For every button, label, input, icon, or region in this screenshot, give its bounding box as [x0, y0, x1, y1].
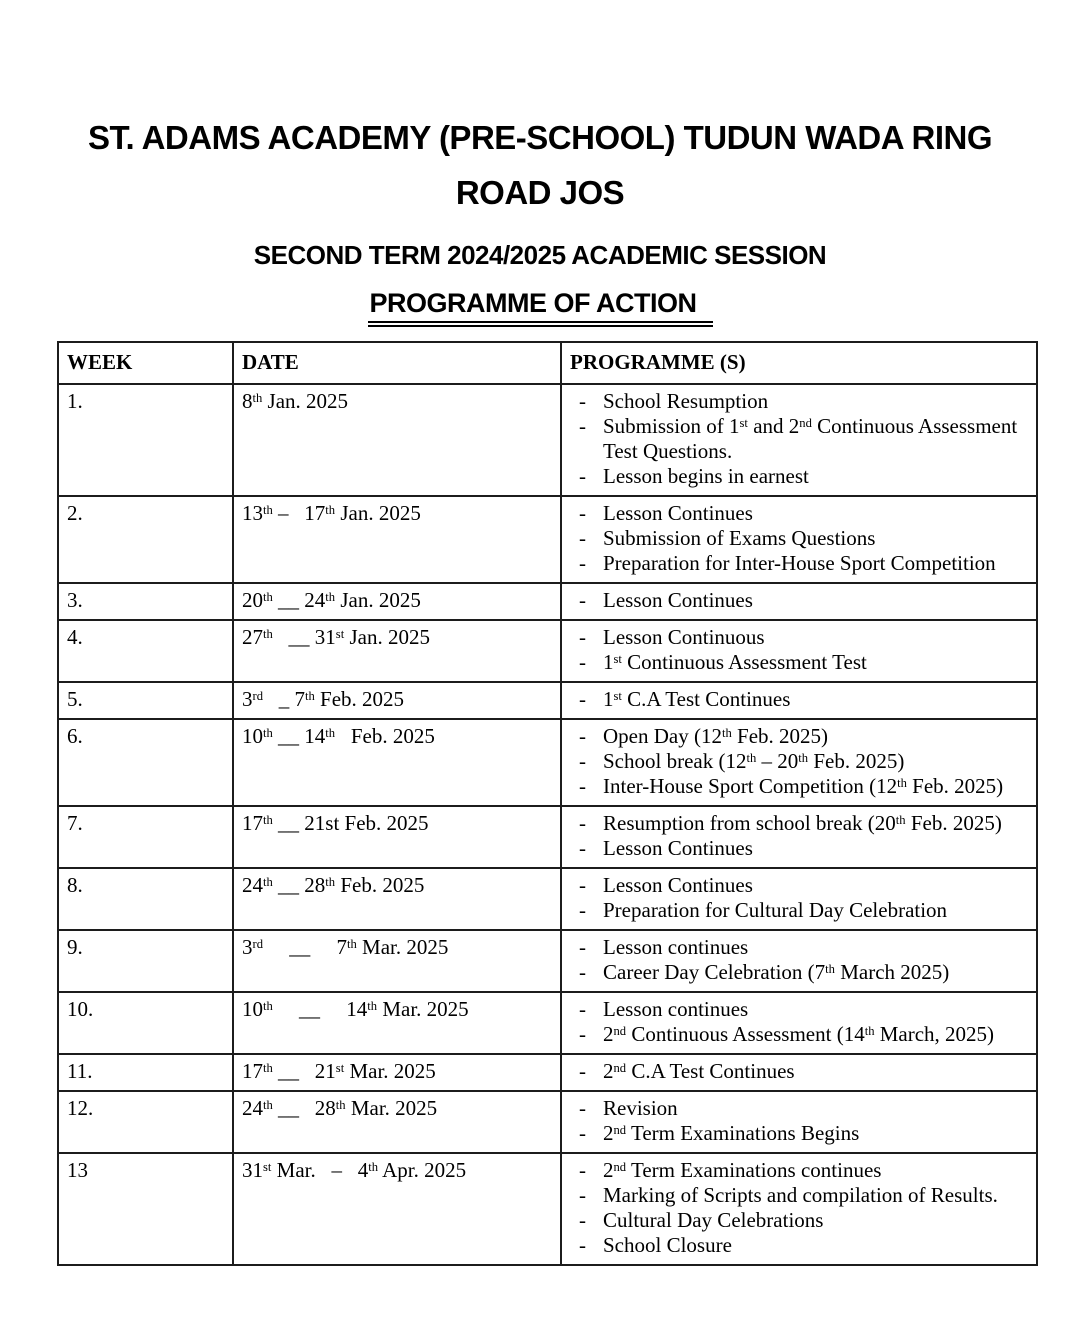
bullet-dash: -	[579, 935, 586, 959]
bullet-dash: -	[579, 811, 586, 835]
programme-text: 2nd Continuous Assessment (14th March, 2025)	[603, 1022, 995, 1046]
date-cell: 27th __ 31st Jan. 2025	[233, 620, 561, 682]
bullet-dash: -	[579, 625, 586, 649]
table-row	[58, 620, 1037, 682]
date-cell: 10th __ 14th Mar. 2025	[233, 992, 561, 1054]
programme-cell	[561, 682, 1037, 719]
programme-text: Lesson Continuous	[603, 625, 765, 649]
ordinal-suffix: th	[335, 1097, 346, 1112]
programme-cell	[561, 868, 1037, 930]
programme-cell	[561, 806, 1037, 868]
ordinal-suffix: th	[825, 961, 835, 976]
programme-cell	[561, 384, 1037, 496]
programme-text: School Closure	[603, 1233, 732, 1257]
ordinal-suffix: st	[263, 1159, 272, 1174]
ordinal-suffix: th	[798, 750, 809, 765]
programme-text: Submission of Exams Questions	[603, 526, 876, 550]
ordinal-suffix: st	[335, 1060, 345, 1075]
programme-item	[562, 997, 1032, 1022]
week-cell: 13	[58, 1153, 233, 1265]
programme-cell	[561, 992, 1037, 1054]
programme-cell	[561, 1153, 1037, 1265]
school-title-line2: ROAD JOS	[455, 174, 625, 211]
ordinal-suffix: th	[263, 874, 273, 889]
term-subtitle: SECOND TERM 2024/2025 ACADEMIC SESSION	[253, 240, 827, 270]
programme-text: Lesson Continues	[603, 873, 753, 897]
ordinal-suffix: nd	[613, 1159, 627, 1174]
programme-item	[562, 551, 1032, 576]
ordinal-suffix: th	[864, 1023, 875, 1038]
programme-text: 1st Continuous Assessment Test	[603, 650, 867, 674]
programme-text: Lesson begins in earnest	[603, 464, 809, 488]
bullet-dash: -	[579, 1022, 586, 1046]
bullet-dash: -	[579, 389, 586, 413]
week-cell: 1.	[58, 384, 233, 496]
programme-text: Career Day Celebration (7th March 2025)	[603, 960, 950, 984]
programme-item	[562, 898, 1032, 923]
ordinal-suffix: th	[252, 390, 263, 405]
programme-list	[562, 588, 1032, 613]
programme-text: Lesson Continues	[603, 836, 753, 860]
programme-text: Open Day (12th Feb. 2025)	[603, 724, 829, 748]
ordinal-suffix: rd	[252, 936, 263, 951]
programme-item	[562, 1022, 1032, 1047]
ordinal-suffix: th	[347, 936, 357, 951]
bullet-dash: -	[579, 1121, 586, 1145]
bullet-dash: -	[579, 774, 586, 798]
table-row	[58, 583, 1037, 620]
date-cell: 8th Jan. 2025	[233, 384, 561, 496]
ordinal-suffix: th	[368, 1159, 379, 1174]
programme-table	[57, 341, 1038, 1266]
programme-list	[562, 625, 1032, 675]
programme-text: Lesson Continues	[603, 501, 753, 525]
ordinal-suffix: th	[367, 998, 378, 1013]
programme-text: 2nd Term Examinations Begins	[603, 1121, 860, 1145]
programme-text: Cultural Day Celebrations	[603, 1208, 824, 1232]
week-cell: 6.	[58, 719, 233, 806]
week-cell: 9.	[58, 930, 233, 992]
bullet-dash: -	[579, 1208, 586, 1232]
bullet-dash: -	[579, 588, 586, 612]
ordinal-suffix: rd	[252, 688, 263, 703]
week-cell: 4.	[58, 620, 233, 682]
section-title-wrap	[0, 288, 1080, 327]
date-cell: 17th __ 21st Feb. 2025	[233, 806, 561, 868]
week-cell: 8.	[58, 868, 233, 930]
bullet-dash: -	[579, 1096, 586, 1120]
programme-item	[562, 1233, 1032, 1258]
programme-item	[562, 960, 1032, 985]
ordinal-suffix: th	[263, 725, 273, 740]
ordinal-suffix: th	[895, 812, 906, 827]
programme-item	[562, 749, 1032, 774]
programme-text: 2nd C.A Test Continues	[603, 1059, 795, 1083]
programme-item	[562, 650, 1032, 675]
table-row	[58, 930, 1037, 992]
bullet-dash: -	[579, 464, 586, 488]
date-cell: 24th __ 28th Mar. 2025	[233, 1091, 561, 1153]
document-page	[0, 110, 1080, 1321]
programme-cell	[561, 583, 1037, 620]
programme-text: School break (12th – 20th Feb. 2025)	[603, 749, 905, 773]
col-header-date: DATE	[233, 342, 561, 384]
ordinal-suffix: th	[263, 812, 273, 827]
date-cell: 24th __ 28th Feb. 2025	[233, 868, 561, 930]
ordinal-suffix: nd	[613, 1060, 627, 1075]
programme-cell	[561, 930, 1037, 992]
ordinal-suffix: th	[721, 725, 732, 740]
ordinal-suffix: th	[263, 626, 273, 641]
programme-item	[562, 501, 1032, 526]
date-cell: 20th __ 24th Jan. 2025	[233, 583, 561, 620]
programme-cell	[561, 1091, 1037, 1153]
bullet-dash: -	[579, 873, 586, 897]
programme-item	[562, 588, 1032, 613]
ordinal-suffix: nd	[613, 1122, 627, 1137]
programme-item	[562, 873, 1032, 898]
ordinal-suffix: th	[263, 998, 273, 1013]
programme-text: Lesson Continues	[603, 588, 753, 612]
ordinal-suffix: th	[746, 750, 757, 765]
programme-item	[562, 724, 1032, 749]
programme-item	[562, 811, 1032, 836]
ordinal-suffix: th	[263, 1097, 273, 1112]
programme-item	[562, 625, 1032, 650]
ordinal-suffix: st	[739, 415, 748, 430]
week-cell: 2.	[58, 496, 233, 583]
section-title: PROGRAMME OF ACTION	[368, 288, 713, 327]
programme-text: Preparation for Cultural Day Celebration	[603, 898, 948, 922]
table-row	[58, 384, 1037, 496]
bullet-dash: -	[579, 960, 586, 984]
programme-cell	[561, 620, 1037, 682]
programme-item	[562, 1096, 1032, 1121]
date-cell: 3rd __ 7th Mar. 2025	[233, 930, 561, 992]
programme-list	[562, 1059, 1032, 1084]
date-cell: 13th – 17th Jan. 2025	[233, 496, 561, 583]
date-cell: 17th __ 21st Mar. 2025	[233, 1054, 561, 1091]
bullet-dash: -	[579, 1233, 586, 1257]
table-header-row	[58, 342, 1037, 384]
bullet-dash: -	[579, 687, 586, 711]
week-cell: 5.	[58, 682, 233, 719]
programme-text: Resumption from school break (20th Feb. 2025)	[603, 811, 1002, 835]
programme-list	[562, 724, 1032, 799]
programme-text: Lesson continues	[603, 935, 749, 959]
ordinal-suffix: st	[335, 626, 345, 641]
programme-text: School Resumption	[603, 389, 769, 413]
ordinal-suffix: th	[263, 589, 273, 604]
ordinal-suffix: th	[325, 725, 336, 740]
table-row	[58, 1091, 1037, 1153]
table-row	[58, 992, 1037, 1054]
bullet-dash: -	[579, 724, 586, 748]
programme-text: 1st C.A Test Continues	[603, 687, 791, 711]
programme-list	[562, 389, 1032, 489]
programme-cell	[561, 1054, 1037, 1091]
programme-list	[562, 1158, 1032, 1258]
ordinal-suffix: st	[613, 688, 622, 703]
programme-item	[562, 1059, 1032, 1084]
bullet-dash: -	[579, 526, 586, 550]
programme-item	[562, 687, 1032, 712]
programme-item	[562, 836, 1032, 861]
ordinal-suffix: th	[263, 502, 273, 517]
bullet-dash: -	[579, 1183, 586, 1207]
bullet-dash: -	[579, 997, 586, 1021]
ordinal-suffix: th	[325, 502, 336, 517]
table-row	[58, 496, 1037, 583]
ordinal-suffix: th	[897, 775, 907, 790]
date-cell: 10th __ 14th Feb. 2025	[233, 719, 561, 806]
programme-list	[562, 501, 1032, 576]
table-row	[58, 682, 1037, 719]
programme-text: Revision	[603, 1096, 678, 1120]
ordinal-suffix: nd	[799, 415, 812, 430]
ordinal-suffix: th	[263, 1060, 273, 1075]
bullet-dash: -	[579, 501, 586, 525]
programme-item	[562, 526, 1032, 551]
week-cell: 12.	[58, 1091, 233, 1153]
ordinal-suffix: st	[613, 651, 622, 666]
programme-list	[562, 811, 1032, 861]
programme-list	[562, 1096, 1032, 1146]
week-cell: 7.	[58, 806, 233, 868]
school-title	[0, 110, 1080, 220]
table-row	[58, 1153, 1037, 1265]
week-cell: 10.	[58, 992, 233, 1054]
programme-text: Lesson continues	[603, 997, 749, 1021]
programme-item	[562, 414, 1032, 464]
programme-text: 2nd Term Examinations continues	[603, 1158, 882, 1182]
programme-text: Preparation for Inter-House Sport Competition	[603, 551, 996, 575]
programme-item	[562, 935, 1032, 960]
programme-text: Submission of 1st and 2nd Continuous Assessment Test Questions.	[603, 414, 1018, 463]
bullet-dash: -	[579, 1158, 586, 1182]
programme-item	[562, 1121, 1032, 1146]
table-row	[58, 719, 1037, 806]
programme-cell	[561, 496, 1037, 583]
ordinal-suffix: nd	[613, 1023, 627, 1038]
programme-text: Inter-House Sport Competition (12th Feb. 2025)	[603, 774, 1004, 798]
programme-item	[562, 1183, 1032, 1208]
bullet-dash: -	[579, 898, 586, 922]
programme-cell	[561, 719, 1037, 806]
table-row	[58, 1054, 1037, 1091]
col-header-week: WEEK	[58, 342, 233, 384]
programme-item	[562, 774, 1032, 799]
week-cell: 3.	[58, 583, 233, 620]
ordinal-suffix: th	[305, 688, 315, 703]
ordinal-suffix: th	[325, 874, 336, 889]
week-cell: 11.	[58, 1054, 233, 1091]
programme-item	[562, 1208, 1032, 1233]
programme-item	[562, 464, 1032, 489]
programme-list	[562, 873, 1032, 923]
col-header-programme: PROGRAMME (S)	[561, 342, 1037, 384]
programme-item	[562, 389, 1032, 414]
bullet-dash: -	[579, 414, 586, 438]
table-row	[58, 868, 1037, 930]
bullet-dash: -	[579, 551, 586, 575]
programme-list	[562, 997, 1032, 1047]
date-cell: 31st Mar. – 4th Apr. 2025	[233, 1153, 561, 1265]
bullet-dash: -	[579, 1059, 586, 1083]
bullet-dash: -	[579, 650, 586, 674]
ordinal-suffix: th	[325, 589, 336, 604]
school-title-line1: ST. ADAMS ACADEMY (PRE-SCHOOL) TUDUN WADA RING	[87, 119, 993, 156]
date-cell: 3rd _ 7th Feb. 2025	[233, 682, 561, 719]
programme-list	[562, 935, 1032, 985]
programme-text: Marking of Scripts and compilation of Results.	[603, 1183, 998, 1207]
bullet-dash: -	[579, 749, 586, 773]
programme-list	[562, 687, 1032, 712]
bullet-dash: -	[579, 836, 586, 860]
table-row	[58, 806, 1037, 868]
programme-item	[562, 1158, 1032, 1183]
